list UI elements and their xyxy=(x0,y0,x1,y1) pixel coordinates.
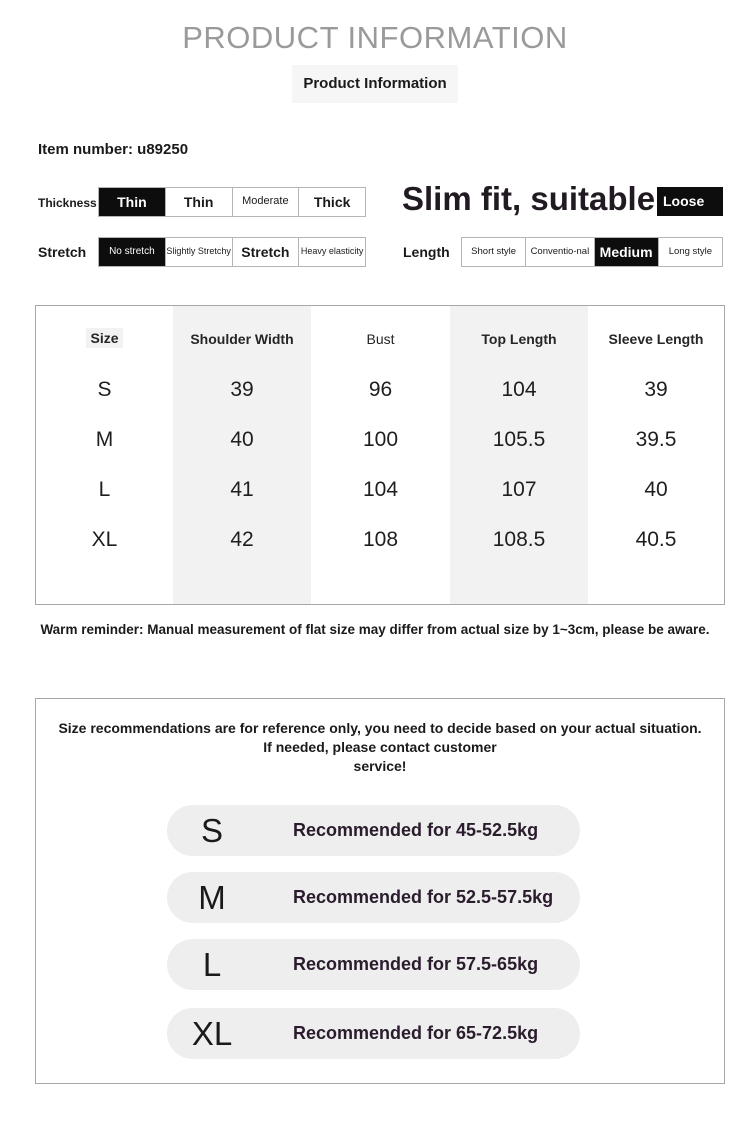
cell-sleeve-l: 40 xyxy=(644,478,668,501)
recommendation-size: M xyxy=(198,879,226,916)
cell-bust-l: 104 xyxy=(362,478,399,501)
stretch-option-heavy: Heavy elasticity xyxy=(298,238,365,266)
cell-shoulder-s: 39 xyxy=(230,378,254,401)
cell-size-m: M xyxy=(95,428,114,451)
thickness-selector xyxy=(98,187,366,217)
cell-sleeve-m: 39.5 xyxy=(635,428,677,451)
measurement-reminder: Warm reminder: Manual measurement of flat size may differ from actual size by 1~3cm, please be aware. xyxy=(40,622,710,637)
item-number: Item number: u89250 xyxy=(38,141,189,158)
stretch-option-none: No stretch xyxy=(99,238,165,266)
thickness-option-moderate: Moderate xyxy=(232,188,299,216)
recommendation-size: XL xyxy=(191,1015,233,1052)
recommendation-weight: Recommended for 57.5-65kg xyxy=(293,954,539,974)
length-option-short: Short style xyxy=(471,246,517,258)
cell-bust-xl: 108 xyxy=(362,528,399,551)
stretch-option-stretch: Stretch xyxy=(232,238,299,266)
cell-top-length-l: 107 xyxy=(501,478,537,501)
size-recommendation-panel xyxy=(35,698,725,1084)
cell-size-s: S xyxy=(97,378,112,401)
recommendation-item xyxy=(167,1008,580,1059)
recommendation-weight: Recommended for 65-72.5kg xyxy=(293,1023,539,1043)
stretch-option-slight: Slightly Stretchy xyxy=(165,238,232,266)
cell-top-length-xl: 108.5 xyxy=(492,528,546,551)
cell-size-xl: XL xyxy=(91,528,118,551)
stretch-selector xyxy=(98,237,366,267)
cell-size-l: L xyxy=(98,478,111,501)
page-title: PRODUCT INFORMATION xyxy=(182,20,568,55)
cell-sleeve-s: 39 xyxy=(644,378,668,401)
column-bust xyxy=(311,306,450,604)
length-option-conventional: Conventio-nal xyxy=(525,238,593,266)
recommendation-note xyxy=(36,719,724,776)
recommendation-item xyxy=(167,872,580,923)
recommendation-item xyxy=(167,939,580,990)
cell-bust-s: 96 xyxy=(368,378,393,401)
recommendation-size: L xyxy=(202,946,222,983)
cell-top-length-s: 104 xyxy=(501,378,537,401)
header-size: Size xyxy=(86,328,122,348)
cell-shoulder-xl: 42 xyxy=(230,528,254,551)
thickness-option-thin: Thin xyxy=(165,188,232,216)
cell-bust-m: 100 xyxy=(362,428,399,451)
recommendation-item xyxy=(167,805,580,856)
column-shoulder-width xyxy=(173,306,311,604)
header-sleeve-length: Sleeve Length xyxy=(608,331,704,347)
cell-top-length-m: 105.5 xyxy=(492,428,546,451)
header-shoulder-width: Shoulder Width xyxy=(190,331,294,347)
fit-description: Slim fit, suitable xyxy=(402,180,656,217)
thickness-label: Thickness xyxy=(38,196,97,210)
recommendation-size: S xyxy=(200,812,223,849)
header-bust: Bust xyxy=(366,331,395,347)
section-subtitle: Product Information xyxy=(292,65,458,103)
length-selector xyxy=(461,237,723,267)
thickness-option-thin-selected: Thin xyxy=(99,188,165,216)
fit-option-loose: Loose xyxy=(657,187,723,216)
recommendation-note-line2: If needed, please contact customer service! xyxy=(263,739,497,774)
recommendation-note-line1: Size recommendations are for reference only, you need to decide based on your actual situation. xyxy=(58,720,702,736)
cell-shoulder-m: 40 xyxy=(230,428,254,451)
recommendation-weight: Recommended for 45-52.5kg xyxy=(293,820,539,840)
cell-shoulder-l: 41 xyxy=(230,478,254,501)
length-label: Length xyxy=(403,244,450,260)
recommendation-weight: Recommended for 52.5-57.5kg xyxy=(293,887,554,907)
column-sleeve-length xyxy=(588,306,724,604)
column-top-length xyxy=(450,306,588,604)
cell-sleeve-xl: 40.5 xyxy=(635,528,677,551)
stretch-label: Stretch xyxy=(38,244,87,260)
thickness-option-thick: Thick xyxy=(298,188,365,216)
column-size xyxy=(36,306,173,604)
length-option-medium-selected: Medium xyxy=(594,238,658,266)
length-option-long: Long style xyxy=(658,238,722,266)
header-top-length: Top Length xyxy=(481,331,557,347)
size-chart-table xyxy=(35,305,725,605)
